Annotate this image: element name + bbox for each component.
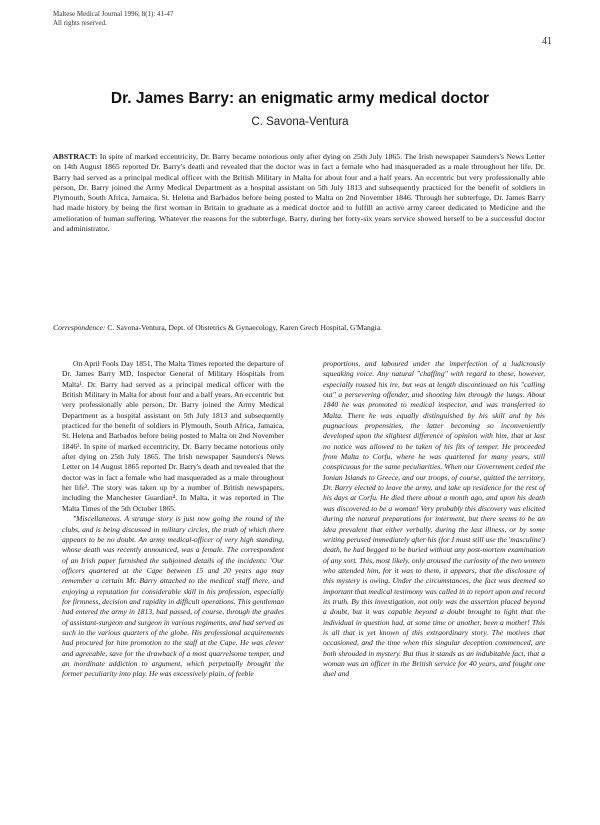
journal-rights: All rights reserved. [53, 18, 107, 27]
article-author: C. Savona-Ventura [251, 116, 349, 128]
body-paragraph-quote-continued: proportions, and laboured under the imperfection of a ludicrously squeaking voice. Any natural "chaffing" with regard to these, however, especially roused his ire, but was at length discontinued on his "calling out" a persevering offender, and shooting him through the lungs. About 1840 he was promoted to medical inspector, and was transferred to Malta. There he was equally distinguished by his skill and by his pugnacious propensities, the latter becoming so inconveniently developed upon the slightest difference of opinion with him, that at last no notice was allowed to be taken of his fits of temper. He proceeded from Malta to Corfu, where he was quartered for many years, still conspicuous for the same peculiarities. When our Government ceded the Ionian Islands to Greece, and our troops, of course, quitted the territory, Dr. Barry elected to leave the army, and take up residence for the rest of his days at Corfu. He died there about a month ago, and upon his death was discovered to be a woman! Very probably this discovery was elicited during the natural preparations for interment, but there seems to be an idea prevalent that either verbally, during the last illness, or by some writing perused immediately after his (for I must still use the 'masculine') death, he had begged to be buried without any post-mortem examination of any sort. This, most likely, only aroused the curiosity of the two women who attended him, for it was to them, it appears, that the disclosure of this mystery is owing. Under the circumstances, the fact was deemed so important that medical testimony was called in to report upon and record its truth. By this investigation, not only was the assertion placed beyond a doubt, but it was capable beyond a doubt brought to light that the individual in question had, at some time or another, been a mother! This is all that is yet known of this extraordinary story. The motives that occasioned, and the time when this singular deception commenced, are both shrouded in mystery. But thus it stands as an indubitable fact, that a woman was an officer in the British service for 40 years, and fought one duel and [323, 359, 545, 679]
abstract-text: In spite of marked eccentricity, Dr. Barry became notorious only after dying on 25th July 1865. The Irish newspaper Saunders's News Letter on 14th August 1865 reported Dr. Barry's death and revealed that the doctor was in fact a female who had masqueraded as a male throughout her life. Dr. Barry had served as a principal medical officer with the British Military in Malta for about four and a half years. An eccentric but very professionally able person, Dr. Barry joined the Army Medical Department as a hospital assistant on 5th July 1813 and subsequently practiced for the benefit of soldiers in Plymouth, South Africa, Jamaica, St. Helena and Barbados before being posted to Malta on 2nd November 1846. Through her subterfuge, Dr. James Barry had made history by being the first woman in Britain to graduate as a medical doctor and to fulfill an active army career dedicated to Medicine and the amelioration of human suffering. Whatever the reasons for the subterfuge, Barry, during her forty-six years service showed herself to be a successful doctor and administrator. [53, 152, 545, 234]
abstract-label: ABSTRACT: [53, 152, 98, 161]
correspondence-text: C. Savona-Ventura, Dept. of Obstetrics & Gynaecology, Karen Grech Hospital, G'Mangia. [107, 323, 382, 332]
page-number: 41 [542, 36, 552, 47]
correspondence-label: Correspondence: [53, 323, 106, 332]
correspondence [53, 323, 545, 333]
journal-header [53, 10, 173, 27]
body-column-left [62, 359, 284, 680]
article-title: Dr. James Barry: an enigmatic army medical doctor [110, 90, 490, 107]
abstract [53, 152, 545, 234]
body-paragraph-quote: "Miscellaneous. A strange story is just now going the round of the clubs, and is being discussed in military circles, the truth of which there appears to be no doubt. An army medical-officer of very high standing, whose death was recently announced, was a female. The correspondent of an Irish paper furnished the subjoined details of the incidents: 'Our officers quartered at the Cape between 15 and 20 years ago may remember a certain Mr. Barry attached to the medical staff there, and enjoying a reputation for considerable skill in his profession, especially for firmness, decision and rapidity in difficult operations. This gentleman had entered the army in 1813, had passed, of course, through the grades of assistant-surgeon and surgeon in various regiments, and had served as such in the various quarters of the globe. His professional acquirements had procured for him promotion to the staff at the Cape. He was clever and agreeable, save for the drawback of a most quarrelsome temper, and an inordinate addiction to argument, which perpetually brought the former peculiarity into play. He was excessively plain, of feeble [62, 514, 284, 679]
body-column-right [323, 359, 545, 680]
journal-citation: Maltese Medical Journal 1996; 8(1): 41-47 [53, 10, 174, 18]
body-paragraph: On April Fools Day 1851, The Malta Times reported the departure of Dr. James Barry MD, Inspector General of Military Hospitals from Malta¹. Dr. Barry had served as a principal medical officer with the British Military in Malta for about four and a half years. An eccentric but very professionally able person, Dr. Barry joined the Army Medical Department as a hospital assistant on 5th July 1813 and subsequently practiced for the benefit of soldiers in Plymouth, South Africa, Jamaica, St. Helena and Barbados before being posted to Malta on 2nd November 1846². In spite of marked eccentricity, Dr. Barry became notorious only after dying on 25th July 1865. The Irish newspaper Saunders's News Letter on 14 August 1865 reported Dr. Barry's death and revealed that the doctor was in fact a female who had masqueraded as a male throughout her life³. The story was taken up by a number of British newspapers, including the Manchester Guardian⁴. In Malta, it was reported in The Malta Times of the 5th October 1865. [62, 359, 284, 513]
